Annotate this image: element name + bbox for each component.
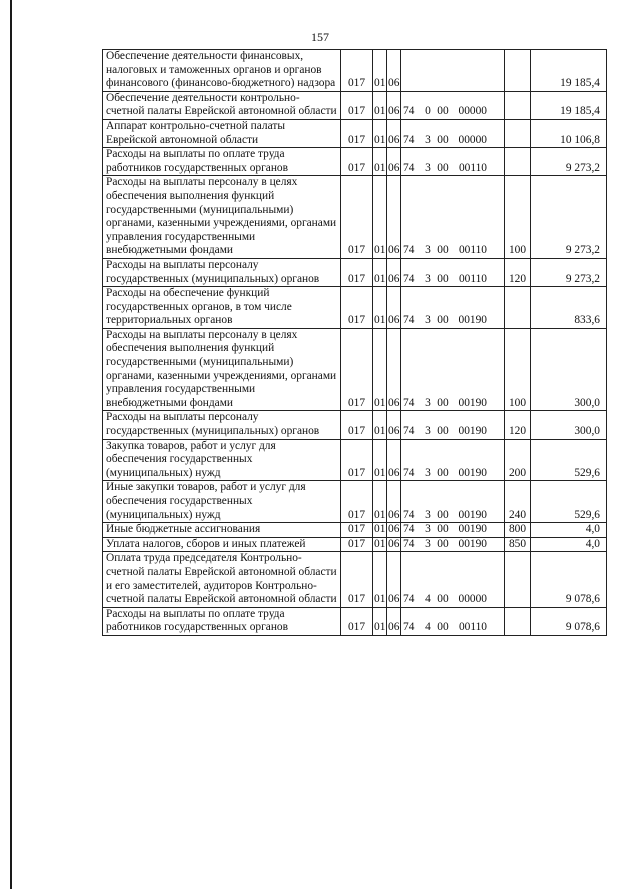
- table-row: [103, 176, 607, 259]
- subsection-code: 06: [387, 148, 401, 176]
- row-name: Расходы на обеспечение функций государственных органов, в том числе территориальных органов: [103, 287, 341, 329]
- expense-type-code: [505, 91, 531, 119]
- ministry-code: 017: [341, 258, 373, 286]
- target-program: 74: [403, 537, 415, 550]
- target-direction: 00110: [458, 244, 487, 257]
- expense-type-code: [505, 607, 531, 635]
- table-row: [103, 91, 607, 119]
- page-number: 157: [311, 30, 329, 44]
- target-subprogram: 4: [425, 621, 431, 634]
- target-group: 00: [437, 272, 449, 285]
- subsection-code: 06: [387, 537, 401, 552]
- expense-type-code: 800: [505, 523, 531, 538]
- table-row: [103, 119, 607, 147]
- target-program: 74: [403, 425, 415, 438]
- expense-type-code: 120: [505, 258, 531, 286]
- expense-type-code: [505, 552, 531, 607]
- target-program: 74: [403, 466, 415, 479]
- target-direction: 00000: [458, 593, 487, 606]
- row-name: Расходы на выплаты персоналу в целях обеспечения выполнения функций государственными (муниципальными) органами, казенными учреждениями, органами управления государственными внебюджетными фондами: [103, 176, 341, 259]
- target-subprogram: 3: [425, 396, 431, 409]
- section-code: 01: [373, 328, 387, 411]
- amount: 9 078,6: [531, 607, 607, 635]
- target-program: 74: [403, 272, 415, 285]
- target-code: [401, 439, 505, 481]
- section-code: 01: [373, 287, 387, 329]
- budget-table: [102, 49, 607, 636]
- target-group: 00: [437, 314, 449, 327]
- subsection-code: 06: [387, 552, 401, 607]
- subsection-code: 06: [387, 328, 401, 411]
- amount: 19 185,4: [531, 91, 607, 119]
- target-program: 74: [403, 396, 415, 409]
- target-subprogram: 3: [425, 161, 431, 174]
- ministry-code: 017: [341, 50, 373, 92]
- target-group: 00: [437, 244, 449, 257]
- section-code: 01: [373, 50, 387, 92]
- table-row: [103, 607, 607, 635]
- target-subprogram: 3: [425, 314, 431, 327]
- target-group: 00: [437, 508, 449, 521]
- target-code: [401, 481, 505, 523]
- ministry-code: 017: [341, 148, 373, 176]
- expense-type-code: [505, 287, 531, 329]
- amount: 9 273,2: [531, 148, 607, 176]
- ministry-code: 017: [341, 176, 373, 259]
- expense-type-code: 200: [505, 439, 531, 481]
- target-code: [401, 91, 505, 119]
- table-row: [103, 439, 607, 481]
- target-program: 74: [403, 508, 415, 521]
- target-code: [401, 148, 505, 176]
- subsection-code: 06: [387, 119, 401, 147]
- target-subprogram: 3: [425, 466, 431, 479]
- expense-type-code: 240: [505, 481, 531, 523]
- target-program: 74: [403, 244, 415, 257]
- expense-type-code: [505, 119, 531, 147]
- target-direction: 00190: [458, 425, 487, 438]
- target-code: [401, 50, 505, 92]
- section-code: 01: [373, 176, 387, 259]
- table-row: [103, 287, 607, 329]
- amount: 10 106,8: [531, 119, 607, 147]
- target-direction: 00190: [458, 523, 487, 536]
- amount: 9 273,2: [531, 258, 607, 286]
- target-program: 74: [403, 621, 415, 634]
- target-group: 00: [437, 161, 449, 174]
- target-group: 00: [437, 593, 449, 606]
- subsection-code: 06: [387, 439, 401, 481]
- target-subprogram: 0: [425, 105, 431, 118]
- target-direction: 00000: [458, 133, 487, 146]
- subsection-code: 06: [387, 523, 401, 538]
- ministry-code: 017: [341, 537, 373, 552]
- row-name: Расходы на выплаты персоналу государственных (муниципальных) органов: [103, 258, 341, 286]
- target-subprogram: 3: [425, 523, 431, 536]
- target-code: [401, 176, 505, 259]
- ministry-code: 017: [341, 481, 373, 523]
- subsection-code: 06: [387, 607, 401, 635]
- target-group: 00: [437, 133, 449, 146]
- target-group: 00: [437, 466, 449, 479]
- target-program: 74: [403, 161, 415, 174]
- row-name: Аппарат контрольно-счетной палаты Еврейской автономной области: [103, 119, 341, 147]
- target-code: [401, 411, 505, 439]
- section-code: 01: [373, 523, 387, 538]
- target-code: [401, 119, 505, 147]
- target-code: [401, 537, 505, 552]
- target-direction: 00110: [458, 161, 487, 174]
- table-row: [103, 148, 607, 176]
- target-code: [401, 287, 505, 329]
- target-subprogram: 3: [425, 537, 431, 550]
- row-name: Расходы на выплаты по оплате труда работников государственных органов: [103, 607, 341, 635]
- target-group: 00: [437, 425, 449, 438]
- section-code: 01: [373, 607, 387, 635]
- ministry-code: 017: [341, 552, 373, 607]
- target-program: 74: [403, 105, 415, 118]
- amount: 529,6: [531, 439, 607, 481]
- target-group: 00: [437, 523, 449, 536]
- expense-type-code: 850: [505, 537, 531, 552]
- target-program: 74: [403, 314, 415, 327]
- row-name: Закупка товаров, работ и услуг для обеспечения государственных (муниципальных) нужд: [103, 439, 341, 481]
- target-direction: 00190: [458, 508, 487, 521]
- row-name: Иные бюджетные ассигнования: [103, 523, 341, 538]
- target-program: 74: [403, 593, 415, 606]
- target-code: [401, 328, 505, 411]
- subsection-code: 06: [387, 411, 401, 439]
- row-name: Обеспечение деятельности финансовых, налоговых и таможенных органов и органов финансового (финансово-бюджетного) надзора: [103, 50, 341, 92]
- target-program: 74: [403, 133, 415, 146]
- amount: 19 185,4: [531, 50, 607, 92]
- subsection-code: 06: [387, 287, 401, 329]
- target-direction: 00000: [458, 105, 487, 118]
- row-name: Уплата налогов, сборов и иных платежей: [103, 537, 341, 552]
- section-code: 01: [373, 119, 387, 147]
- target-subprogram: 3: [425, 425, 431, 438]
- section-code: 01: [373, 481, 387, 523]
- target-code: [401, 523, 505, 538]
- row-name: Оплата труда председателя Контрольно-счетной палаты Еврейской автономной области и его заместителей, аудиторов Контрольно-счетной палаты Еврейской автономной области: [103, 552, 341, 607]
- amount: 4,0: [531, 537, 607, 552]
- target-subprogram: 3: [425, 244, 431, 257]
- target-direction: 00190: [458, 537, 487, 550]
- table-row: [103, 411, 607, 439]
- amount: 4,0: [531, 523, 607, 538]
- target-group: 00: [437, 621, 449, 634]
- row-name: Расходы на выплаты персоналу государственных (муниципальных) органов: [103, 411, 341, 439]
- table-row: [103, 481, 607, 523]
- target-direction: 00190: [458, 466, 487, 479]
- section-code: 01: [373, 439, 387, 481]
- target-subprogram: 4: [425, 593, 431, 606]
- subsection-code: 06: [387, 176, 401, 259]
- section-code: 01: [373, 411, 387, 439]
- amount: 300,0: [531, 328, 607, 411]
- target-group: 00: [437, 105, 449, 118]
- row-name: Обеспечение деятельности контрольно-счетной палаты Еврейской автономной области: [103, 91, 341, 119]
- target-code: [401, 258, 505, 286]
- ministry-code: 017: [341, 523, 373, 538]
- ministry-code: 017: [341, 91, 373, 119]
- section-code: 01: [373, 552, 387, 607]
- target-group: 00: [437, 537, 449, 550]
- target-subprogram: 3: [425, 272, 431, 285]
- subsection-code: 06: [387, 258, 401, 286]
- expense-type-code: 100: [505, 176, 531, 259]
- row-name: Иные закупки товаров, работ и услуг для обеспечения государственных (муниципальных) нужд: [103, 481, 341, 523]
- amount: 9 078,6: [531, 552, 607, 607]
- ministry-code: 017: [341, 287, 373, 329]
- budget-table-body: [103, 50, 607, 636]
- table-row: [103, 552, 607, 607]
- target-subprogram: 3: [425, 133, 431, 146]
- section-code: 01: [373, 148, 387, 176]
- ministry-code: 017: [341, 328, 373, 411]
- section-code: 01: [373, 537, 387, 552]
- target-group: 00: [437, 396, 449, 409]
- row-name: Расходы на выплаты персоналу в целях обеспечения выполнения функций государственными (муниципальными) органами, казенными учреждениями, органами управления государственными внебюджетными фондами: [103, 328, 341, 411]
- subsection-code: 06: [387, 91, 401, 119]
- ministry-code: 017: [341, 439, 373, 481]
- table-row: [103, 328, 607, 411]
- table-row: [103, 50, 607, 92]
- row-name: Расходы на выплаты по оплате труда работников государственных органов: [103, 148, 341, 176]
- ministry-code: 017: [341, 119, 373, 147]
- section-code: 01: [373, 91, 387, 119]
- target-direction: 00190: [458, 314, 487, 327]
- table-row: [103, 258, 607, 286]
- table-row: [103, 537, 607, 552]
- amount: 833,6: [531, 287, 607, 329]
- target-direction: 00190: [458, 396, 487, 409]
- ministry-code: 017: [341, 411, 373, 439]
- table-row: [103, 523, 607, 538]
- subsection-code: 06: [387, 481, 401, 523]
- target-direction: 00110: [458, 272, 487, 285]
- target-direction: 00110: [458, 621, 487, 634]
- target-code: [401, 552, 505, 607]
- target-code: [401, 607, 505, 635]
- expense-type-code: [505, 148, 531, 176]
- amount: 300,0: [531, 411, 607, 439]
- target-subprogram: 3: [425, 508, 431, 521]
- ministry-code: 017: [341, 607, 373, 635]
- expense-type-code: [505, 50, 531, 92]
- amount: 529,6: [531, 481, 607, 523]
- section-code: 01: [373, 258, 387, 286]
- amount: 9 273,2: [531, 176, 607, 259]
- scan-edge-line: [10, 0, 12, 889]
- expense-type-code: 120: [505, 411, 531, 439]
- subsection-code: 06: [387, 50, 401, 92]
- target-program: 74: [403, 523, 415, 536]
- expense-type-code: 100: [505, 328, 531, 411]
